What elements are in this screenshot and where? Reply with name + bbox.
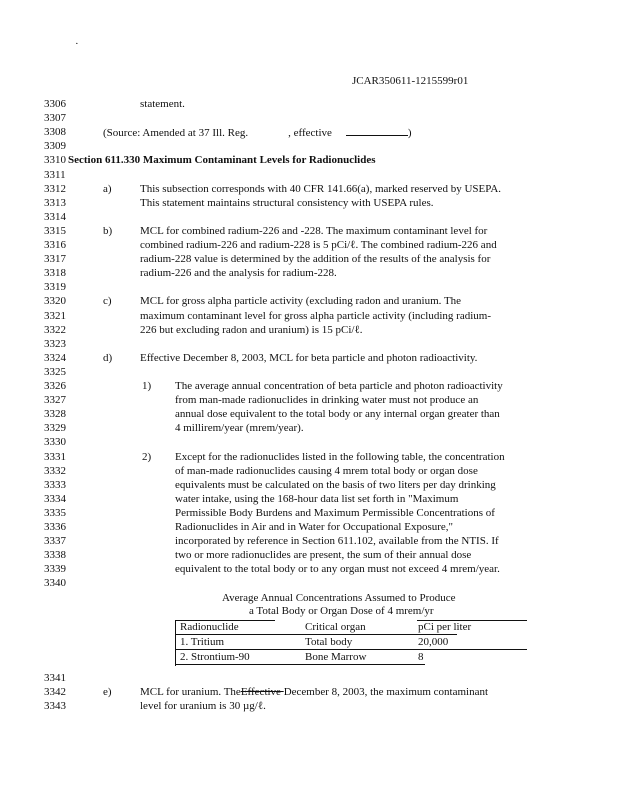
line-number: 3331 — [44, 450, 66, 463]
line-text: level for uranium is 30 µg/ℓ. — [140, 700, 266, 712]
line-number: 3320 — [44, 295, 66, 308]
line-number: 3332 — [44, 464, 66, 477]
line-number: 3330 — [44, 436, 66, 449]
line-text: water intake, using the 168-hour data list set forth in "Maximum — [175, 492, 459, 505]
header-pci-per-liter: pCi per liter — [418, 621, 472, 633]
line-number: 3325 — [44, 365, 66, 378]
line-number: 3311 — [44, 168, 66, 181]
line-number: 3335 — [44, 506, 66, 519]
text-segment: December 8, 2003, the maximum contaminant — [283, 686, 489, 698]
line-number: 3328 — [44, 408, 66, 421]
line-number: 3317 — [44, 253, 66, 266]
line-text: radium-228 value is determined by the addition of the results of the analysis for — [140, 253, 491, 266]
cell-radionuclide: 2. Strontium-90 — [180, 651, 250, 663]
line-number: 3324 — [44, 351, 66, 364]
line-number: 3343 — [44, 700, 66, 712]
table-header-row — [175, 620, 527, 635]
item-label: a) — [103, 182, 112, 195]
line-number: 3307 — [44, 112, 66, 125]
line-number: 3319 — [44, 281, 66, 294]
line-text: This subsection corresponds with 40 CFR 141.66(a), marked reserved by USEPA. — [140, 182, 502, 195]
line-text: Except for the radionuclides listed in the following table, the concentration — [175, 450, 505, 463]
table-title-line-2: a Total Body or Organ Dose of 4 mrem/yr — [249, 605, 434, 617]
header-critical-organ: Critical organ — [305, 621, 366, 633]
item-label: d) — [103, 351, 113, 364]
line-number: 3318 — [44, 267, 66, 280]
item-label: b) — [103, 224, 113, 237]
line-text: combined radium-226 and radium-228 is 5 pCi/ℓ. The combined radium-226 and — [140, 239, 497, 251]
document-id: JCAR350611-1215599r01 — [352, 75, 469, 87]
line-number: 3339 — [44, 563, 66, 576]
line-number: 3334 — [44, 492, 66, 505]
line-text: MCL for gross alpha particle activity (excluding radon and uranium. The — [140, 295, 462, 308]
line-number: 3333 — [44, 478, 66, 491]
cell-radionuclide: 1. Tritium — [180, 636, 225, 648]
line-number: 3326 — [44, 380, 66, 392]
line-number: 3327 — [44, 394, 66, 407]
text-segment: MCL for uranium. The — [140, 686, 241, 698]
struck-text: Effective — [240, 686, 284, 698]
section-heading: Section 611.330 Maximum Contaminant Levels for Radionuclides — [68, 154, 376, 167]
line-text: from man-made radionuclides in drinking water must not produce an — [175, 394, 479, 407]
table-row — [175, 650, 527, 665]
line-text: annual dose equivalent to the total body or any internal organ greater than — [175, 408, 500, 421]
line-number: 3314 — [44, 210, 66, 223]
line-number: 3336 — [44, 521, 66, 533]
line-text: 4 millirem/year (mrem/year). — [175, 422, 304, 435]
line-text: MCL for combined radium-226 and -228. The maximum contaminant level for — [140, 224, 488, 237]
table-title-line-1: Average Annual Concentrations Assumed to Produce — [222, 592, 456, 604]
line-number: 3338 — [44, 549, 66, 562]
line-number: 3323 — [44, 337, 66, 350]
line-text: equivalents must be calculated on the basis of two liters per day drinking — [175, 478, 496, 491]
line-number: 3310 — [44, 154, 66, 167]
line-number: 3342 — [44, 686, 66, 698]
line-text: radium-226 and the analysis for radium-228. — [140, 267, 337, 280]
line-text: Radionuclides in Air and in Water for Occupational Exposure," — [175, 521, 454, 533]
table-row — [175, 635, 527, 650]
line-number: 3306 — [44, 98, 66, 110]
line-number: 3340 — [44, 577, 66, 590]
blank-field — [346, 126, 408, 136]
line-number: 3315 — [44, 224, 66, 237]
close-paren: ) — [407, 127, 412, 140]
source-note — [103, 126, 412, 140]
line-number: 3309 — [44, 140, 66, 153]
line-number: 3316 — [44, 239, 66, 251]
effective-text: , effective — [288, 127, 332, 140]
item-label: c) — [103, 295, 112, 308]
line-text: statement. — [140, 98, 185, 110]
line-number: 3337 — [44, 535, 66, 548]
line-text: 226 but excluding radon and uranium) is 15 pCi/ℓ. — [140, 323, 363, 336]
margin-mark: · — [75, 38, 79, 50]
line-text: This statement maintains structural consistency with USEPA rules. — [140, 196, 434, 209]
item-label: 1) — [142, 380, 152, 392]
line-number: 3329 — [44, 422, 66, 435]
source-text: (Source: Amended at 37 Ill. Reg. — [103, 127, 249, 140]
line-number: 3341 — [44, 672, 66, 684]
cell-organ: Total body — [305, 636, 353, 648]
cell-value: 20,000 — [418, 636, 449, 648]
line-text: two or more radionuclides are present, the sum of their annual dose — [175, 549, 472, 562]
cell-organ: Bone Marrow — [305, 651, 367, 663]
item-label: 2) — [142, 450, 152, 463]
line-text — [140, 686, 488, 699]
line-number: 3321 — [44, 309, 66, 322]
line-text: incorporated by reference in Section 611.102, available from the NTIS. If — [175, 535, 499, 548]
line-number: 3313 — [44, 196, 66, 209]
line-text: Effective December 8, 2003, MCL for beta particle and photon radioactivity. — [140, 351, 478, 364]
line-text: The average annual concentration of beta particle and photon radioactivity — [175, 380, 503, 392]
line-text: equivalent to the total body or to any organ must not exceed 4 mrem/year. — [175, 563, 500, 576]
line-text: of man-made radionuclides causing 4 mrem total body or organ dose — [175, 464, 478, 477]
cell-value: 8 — [418, 651, 424, 663]
line-text: maximum contaminant level for gross alpha particle activity (including radium- — [140, 309, 491, 322]
line-number: 3308 — [44, 126, 66, 139]
item-label: e) — [103, 686, 112, 698]
concentration-table — [175, 620, 527, 665]
line-number: 3312 — [44, 182, 66, 195]
header-radionuclide: Radionuclide — [180, 621, 239, 633]
line-text: Permissible Body Burdens and Maximum Permissible Concentrations of — [175, 506, 495, 519]
line-number: 3322 — [44, 323, 66, 336]
